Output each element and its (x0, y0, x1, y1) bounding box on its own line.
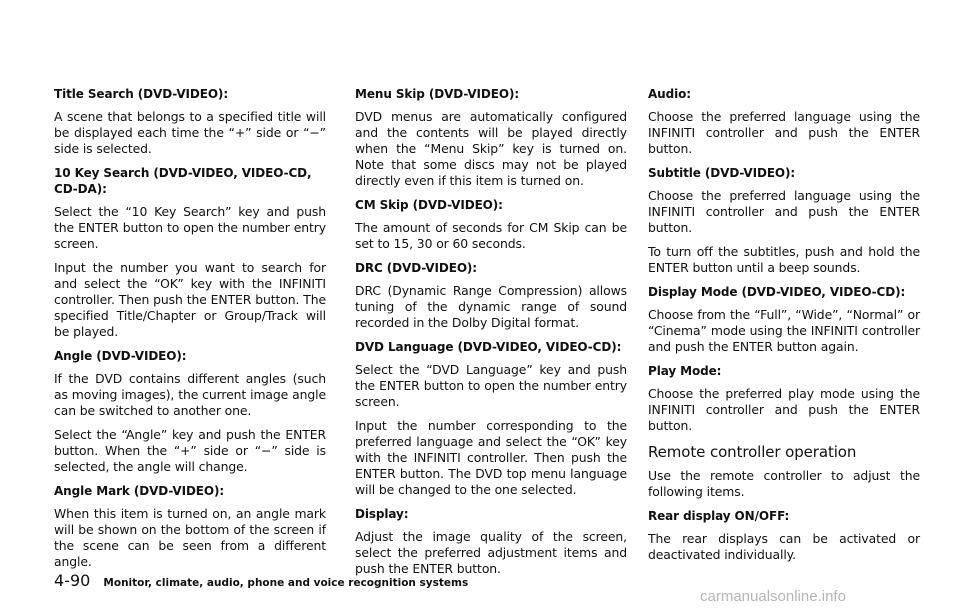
subheading: Angle (DVD-VIDEO): (54, 349, 187, 363)
paragraph: Choose the preferred language using the INFINITI controller and push the ENTER button. (648, 109, 920, 156)
subheading: Angle Mark (DVD-VIDEO): (54, 484, 225, 498)
watermark: carmanualsonline.info (700, 588, 846, 605)
subheading: 10 Key Search (DVD-VIDEO, VIDEO-CD, CD-DA): (54, 166, 312, 196)
paragraph: Input the number corresponding to the preferred language and select the “OK” key with the INFINITI controller. Then push the ENTER button. The DVD top menu language will be changed to the one selected. (355, 418, 627, 497)
subheading: CM Skip (DVD-VIDEO): (355, 198, 503, 212)
paragraph: Choose the preferred play mode using the INFINITI controller and push the ENTER button. (648, 386, 920, 433)
page-footer (54, 571, 468, 590)
paragraph: A scene that belongs to a specified title will be displayed each time the “+” side or “−” side is selected. (54, 109, 326, 156)
paragraph: DVD menus are automatically configured and the contents will be played directly when the “Menu Skip” key is turned on. Note that some discs may not be played directly even if this item is turned on. (355, 109, 627, 188)
column-3 (648, 86, 920, 571)
subheading: Audio: (648, 87, 691, 101)
paragraph: Input the number you want to search for and select the “OK” key with the INFINITI controller. Then push the ENTER button. The specified Title/Chapter or Group/Track will be played. (54, 260, 326, 339)
subheading: DRC (DVD-VIDEO): (355, 261, 478, 275)
paragraph: Select the “Angle” key and push the ENTER button. When the “+” side or “−” side is selected, the angle will change. (54, 427, 326, 474)
section-heading: Remote controller operation (648, 443, 857, 461)
subheading: Rear display ON/OFF: (648, 509, 790, 523)
subheading: Menu Skip (DVD-VIDEO): (355, 87, 520, 101)
paragraph: To turn off the subtitles, push and hold the ENTER button until a beep sounds. (648, 244, 920, 275)
paragraph: Use the remote controller to adjust the following items. (648, 468, 920, 499)
paragraph: DRC (Dynamic Range Compression) allows tuning of the dynamic range of sound recorded in the Dolby Digital format. (355, 283, 627, 330)
subheading: Display Mode (DVD-VIDEO, VIDEO-CD): (648, 285, 906, 299)
paragraph: When this item is turned on, an angle mark will be shown on the bottom of the screen if the scene can be seen from a different angle. (54, 506, 326, 569)
subheading: DVD Language (DVD-VIDEO, VIDEO-CD): (355, 340, 622, 354)
column-2 (355, 86, 627, 585)
subheading: Subtitle (DVD-VIDEO): (648, 166, 796, 180)
paragraph: Select the “DVD Language” key and push the ENTER button to open the number entry screen. (355, 362, 627, 409)
subheading: Play Mode: (648, 364, 722, 378)
paragraph: Adjust the image quality of the screen, select the preferred adjustment items and push the ENTER button. (355, 529, 627, 576)
subheading: Display: (355, 507, 409, 521)
subheading: Title Search (DVD-VIDEO): (54, 87, 229, 101)
paragraph: The amount of seconds for CM Skip can be set to 15, 30 or 60 seconds. (355, 220, 627, 251)
paragraph: Choose from the “Full”, “Wide”, “Normal” or “Cinema” mode using the INFINITI controller and push the ENTER button again. (648, 307, 920, 354)
column-1 (54, 86, 326, 578)
chapter-title: Monitor, climate, audio, phone and voice recognition systems (103, 577, 469, 589)
paragraph: The rear displays can be activated or deactivated individually. (648, 531, 920, 562)
paragraph: Select the “10 Key Search” key and push the ENTER button to open the number entry screen. (54, 204, 326, 251)
page-number: 4-90 (54, 571, 91, 590)
paragraph: Choose the preferred language using the INFINITI controller and push the ENTER button. (648, 188, 920, 235)
paragraph: If the DVD contains different angles (such as moving images), the current image angle can be switched to another one. (54, 371, 326, 418)
